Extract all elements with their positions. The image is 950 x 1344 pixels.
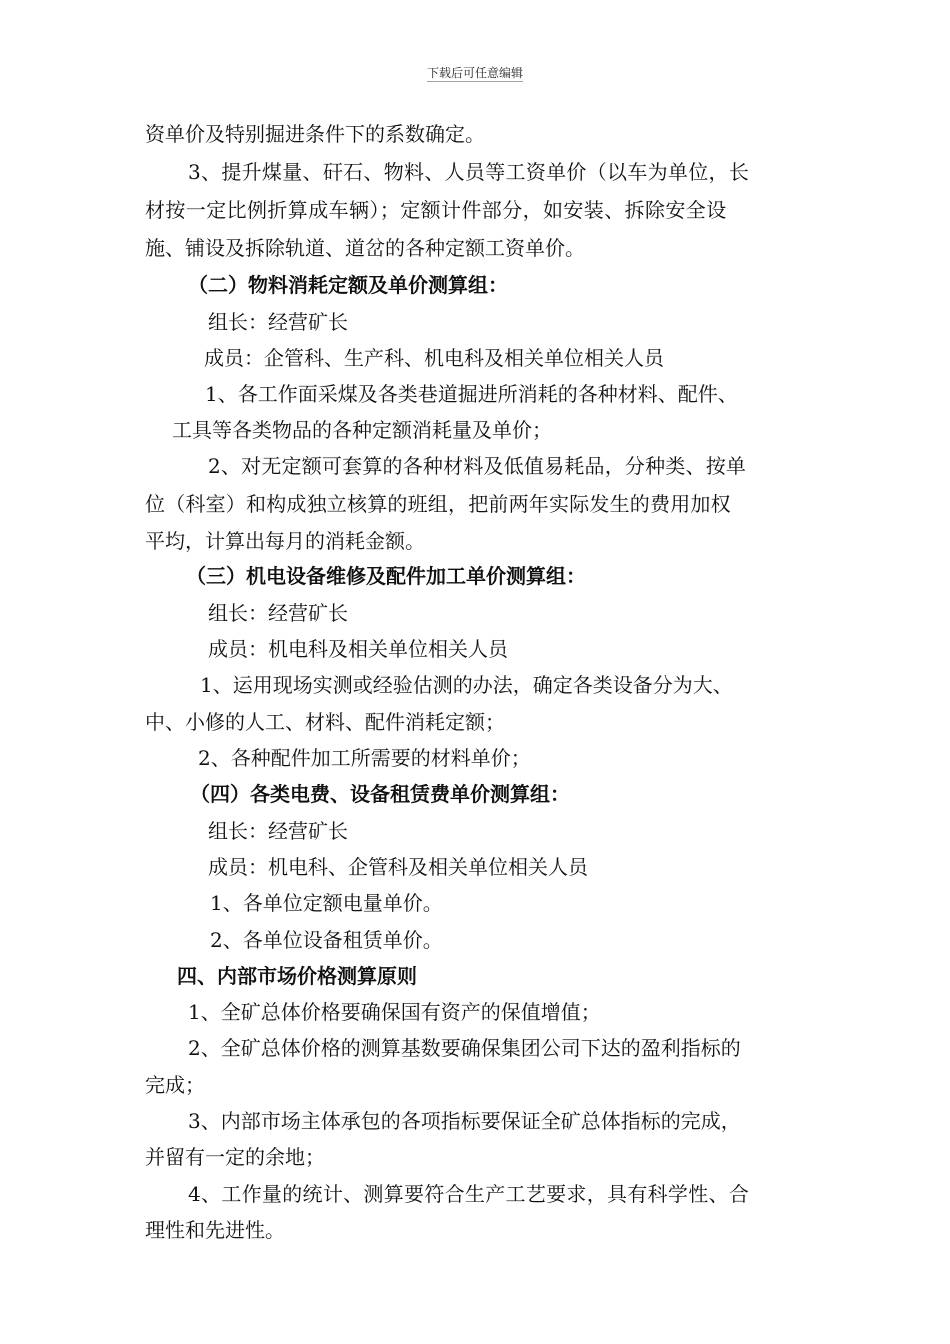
body-line-23: 2、各单位设备租赁单价。: [210, 928, 443, 952]
group-members-2: 成员：企管科、生产科、机电科及相关单位相关人员: [204, 346, 664, 370]
body-line-16: 1、运用现场实测或经验估测的办法，确定各类设备分为大、: [200, 673, 733, 697]
body-line-2: 3、提升煤量、矸石、物料、人员等工资单价（以车为单位，长: [188, 160, 750, 184]
body-line-30: 4、工作量的统计、测算要符合生产工艺要求，具有科学性、合: [188, 1182, 750, 1206]
body-line-17: 中、小修的人工、材料、配件消耗定额；: [145, 710, 505, 734]
body-line-22: 1、各单位定额电量单价。: [210, 891, 443, 915]
section-heading-4: （四）各类电费、设备租赁费单价测算组：: [190, 782, 570, 806]
body-line-29: 并留有一定的余地；: [145, 1145, 325, 1169]
section-heading-3: （三）机电设备维修及配件加工单价测算组：: [186, 564, 586, 588]
header-text: 下载后可任意编辑: [426, 66, 523, 80]
body-line-10: 2、对无定额可套算的各种材料及低值易耗品，分种类、按单: [208, 454, 747, 478]
section-heading-principles: 四、内部市场价格测算原则: [177, 964, 417, 988]
body-line-31: 理性和先进性。: [145, 1218, 285, 1242]
body-line-4: 施、铺设及拆除轨道、道岔的各种定额工资单价。: [145, 236, 585, 260]
body-line-1: 资单价及特别掘进条件下的系数确定。: [145, 122, 485, 146]
group-leader-3: 组长：经营矿长: [208, 601, 348, 625]
body-line-25: 1、全矿总体价格要确保国有资产的保值增值；: [188, 1000, 601, 1024]
body-line-12: 平均，计算出每月的消耗金额。: [145, 529, 425, 553]
body-line-18: 2、各种配件加工所需要的材料单价；: [198, 746, 531, 770]
group-leader-2: 组长：经营矿长: [208, 310, 348, 334]
body-line-26: 2、全矿总体价格的测算基数要确保集团公司下达的盈利指标的: [188, 1036, 741, 1060]
body-line-11: 位（科室）和构成独立核算的班组，把前两年实际发生的费用加权: [145, 492, 731, 516]
group-leader-4: 组长：经营矿长: [208, 819, 348, 843]
body-line-27: 完成；: [145, 1073, 205, 1097]
body-line-28: 3、内部市场主体承包的各项指标要保证全矿总体指标的完成，: [188, 1109, 741, 1133]
group-members-3: 成员：机电科及相关单位相关人员: [208, 637, 508, 661]
body-line-3: 材按一定比例折算成车辆）；定额计件部分，如安装、拆除安全设: [145, 198, 727, 222]
group-members-4: 成员：机电科、企管科及相关单位相关人员: [208, 855, 588, 879]
body-line-9: 工具等各类物品的各种定额消耗量及单价；: [172, 418, 552, 442]
body-line-8: 1、各工作面采煤及各类巷道掘进所消耗的各种材料、配件、: [205, 382, 738, 406]
page-header: [0, 64, 950, 81]
section-heading-2: （二）物料消耗定额及单价测算组：: [188, 273, 508, 297]
